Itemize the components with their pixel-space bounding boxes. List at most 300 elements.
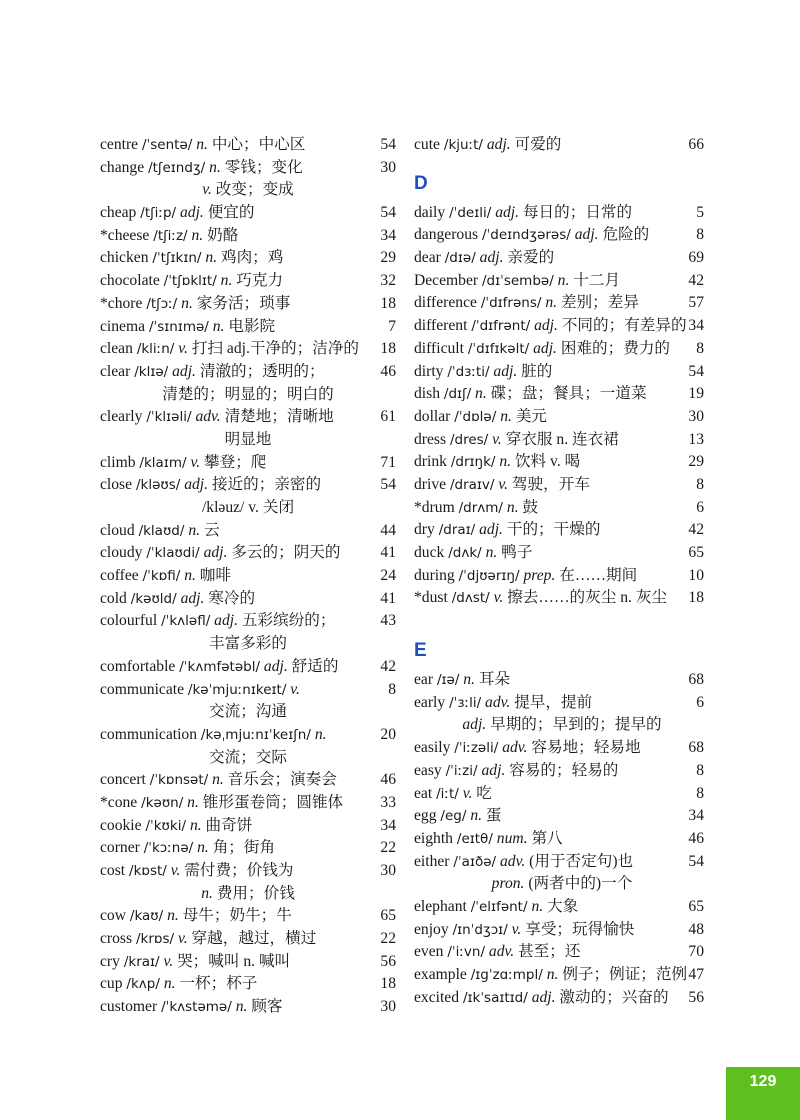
entry-phonetic: /tʃɔː/ [146, 295, 178, 312]
entry-word: difference [414, 294, 477, 312]
entry-page-number: 54 [688, 852, 704, 870]
part-of-speech: v. [492, 430, 502, 448]
entry-phonetic: /ˈdɪfɪkəlt/ [467, 340, 530, 357]
entry-word: eat [414, 784, 433, 802]
entry-word: *dust [414, 589, 448, 607]
glossary-entry [100, 679, 396, 724]
glossary-entry [414, 519, 710, 542]
entry-page-number: 54 [380, 136, 396, 153]
part-of-speech: v. [170, 862, 181, 879]
entry-line [414, 202, 710, 225]
entry-phonetic: /dres/ [449, 431, 489, 448]
glossary-entry [100, 270, 396, 293]
part-of-speech: n. [191, 226, 204, 244]
entry-definition: 舒适的 [291, 657, 339, 675]
entry-word: colourful [100, 612, 158, 630]
part-of-speech: n. [485, 544, 498, 561]
entry-definition: 美元 [515, 407, 548, 425]
entry-line [100, 542, 396, 565]
entry-word: daily [414, 203, 446, 221]
entry-page-number: 46 [688, 829, 704, 847]
entry-phonetic: /ɪə/ [436, 672, 460, 689]
entry-definition: 巧克力 [236, 272, 284, 290]
entry-page-number: 68 [688, 671, 704, 689]
entry-definition: 困难的；费力的 [560, 339, 671, 357]
entry-phonetic: /klaɪm/ [139, 454, 187, 471]
entry-word: change [100, 158, 145, 176]
entry-definition: 亲爱的 [507, 249, 555, 267]
entry-line [100, 656, 396, 679]
section-heading-d: D [414, 172, 428, 194]
part-of-speech: n. [184, 567, 196, 585]
glossary-entry [100, 225, 396, 248]
entry-line [100, 361, 396, 384]
entry-word: cost [100, 862, 126, 879]
entry-line [100, 610, 396, 633]
part-of-speech: n. [235, 998, 248, 1016]
entry-line [414, 361, 710, 384]
entry-definition: 丰富多彩的 [209, 635, 287, 653]
entry-page-number: 47 [688, 966, 704, 983]
entry-phonetic: /ˈaɪðə/ [453, 853, 497, 870]
entry-continuation-line [414, 873, 710, 896]
entry-line [100, 293, 396, 316]
entry-word: coffee [100, 567, 139, 585]
entry-page-number: 34 [688, 807, 704, 825]
part-of-speech: adj. [179, 204, 204, 222]
entry-phonetic: /kaʊ/ [129, 908, 164, 925]
entry-definition: 交流；交际 [209, 748, 287, 766]
part-of-speech: n. [197, 839, 209, 857]
entry-phonetic: /kəˌmjuːnɪˈkeɪʃn/ [200, 726, 311, 743]
part-of-speech: n. [201, 884, 213, 902]
part-of-speech: adv. [502, 739, 528, 757]
entry-word: concert [100, 771, 146, 789]
glossary-entry [100, 520, 396, 543]
entry-phonetic: /tʃiːz/ [153, 227, 188, 244]
entry-line [100, 973, 396, 996]
entry-phonetic: /ˈdjʊərɪŋ/ [458, 567, 520, 584]
entry-phonetic: /ˈiːvn/ [447, 944, 485, 961]
entry-line [414, 497, 710, 520]
glossary-entry [414, 783, 710, 806]
entry-definition: 驾驶，开车 [511, 475, 590, 493]
entry-page-number: 8 [696, 475, 704, 493]
entry-page-number: 69 [688, 249, 704, 267]
entry-definition: 擦去……的灰尘 n. 灰尘 [507, 589, 668, 607]
entry-phonetic: /klɪə/ [134, 363, 169, 380]
part-of-speech: v. [177, 930, 188, 948]
glossary-entry [100, 928, 396, 951]
entry-word: *chore [100, 294, 143, 312]
glossary-entry [414, 474, 710, 497]
entry-line [100, 769, 396, 792]
entry-continuation-line [100, 429, 396, 452]
entry-word: dirty [414, 362, 444, 380]
glossary-entry [414, 919, 710, 942]
entry-line [100, 928, 396, 951]
entry-definition: 多云的；阴天的 [231, 544, 341, 562]
entry-phonetic: /ˈkɔːnə/ [143, 840, 194, 857]
entry-phonetic: /draɪv/ [449, 476, 495, 493]
entry-definition: (两者中的)一个 [528, 875, 633, 893]
entry-page-number: 68 [688, 739, 704, 757]
entry-line [414, 737, 710, 760]
entry-definition: 一杯；杯子 [179, 975, 258, 993]
entry-phonetic: /kəʊn/ [141, 794, 184, 811]
entry-line [414, 587, 710, 610]
part-of-speech: n. [470, 807, 483, 825]
glossary-entry [100, 837, 396, 860]
part-of-speech: n. [163, 975, 176, 993]
entry-line [414, 565, 710, 588]
part-of-speech: adj. [495, 203, 520, 221]
glossary-entry [414, 542, 710, 565]
part-of-speech: n. [506, 498, 519, 516]
entry-phonetic: /ˈklɪəli/ [146, 409, 192, 426]
part-of-speech: n. [500, 407, 512, 425]
entry-page-number: 24 [380, 567, 396, 585]
entry-definition: 干的；干燥的 [506, 521, 601, 539]
entry-page-number: 65 [688, 544, 704, 561]
entry-definition: 鼓 [522, 498, 539, 516]
entry-line [100, 860, 396, 883]
entry-phonetic: /ˈsɪnɪmə/ [148, 318, 209, 335]
entry-phonetic: /kɒst/ [129, 863, 167, 879]
entry-page-number: 18 [380, 340, 396, 358]
entry-word: dish [414, 385, 440, 403]
part-of-speech: adj. [203, 544, 228, 562]
glossary-entry [100, 973, 396, 996]
entry-page-number: 66 [688, 136, 704, 153]
part-of-speech: v. [163, 952, 174, 970]
glossary-entry [414, 941, 710, 964]
entry-line [414, 406, 710, 429]
entry-line [100, 565, 396, 588]
entry-word: easily [414, 739, 451, 757]
entry-page-number: 42 [688, 521, 704, 539]
entry-line [100, 270, 396, 293]
entry-definition: 碟；盘；餐具；一道菜 [490, 385, 647, 403]
entry-definition: 激动的；兴奋的 [559, 988, 669, 1006]
entry-continuation-line [100, 179, 396, 202]
entry-line [100, 338, 396, 361]
entry-line [414, 247, 710, 270]
entry-word: dry [414, 521, 435, 539]
entry-phonetic: /ˈdeɪndʒərəs/ [482, 227, 571, 244]
entry-page-number: 54 [380, 476, 396, 494]
entry-phonetic: /ˈelɪfənt/ [470, 898, 528, 915]
entry-word: duck [414, 544, 445, 561]
entry-line [100, 134, 396, 157]
entry-page-number: 29 [380, 249, 396, 267]
section-heading-e: E [414, 640, 427, 662]
entry-word: drive [414, 475, 447, 493]
glossary-entry [100, 247, 396, 270]
entry-page-number: 6 [696, 498, 704, 516]
entry-line [100, 157, 396, 180]
part-of-speech: adj. [263, 657, 288, 675]
entry-phonetic: /ˈkɒfi/ [142, 568, 181, 585]
entry-definition: 攀登；爬 [204, 453, 267, 471]
part-of-speech: n. [187, 793, 199, 811]
entry-page-number: 5 [696, 203, 704, 221]
entry-page-number: 30 [380, 158, 396, 176]
entry-phonetic: /ɪnˈdʒɔɪ/ [452, 921, 508, 938]
glossary-entry [414, 361, 710, 384]
entry-page-number: 30 [380, 998, 396, 1016]
entry-page-number: 32 [380, 272, 396, 290]
entry-word: cute [414, 136, 440, 153]
entry-page-number: 22 [380, 839, 396, 857]
entry-word: communication [100, 725, 198, 743]
entry-phonetic: /iːt/ [436, 785, 459, 802]
entry-definition: 饮料 v. 喝 [514, 453, 581, 471]
entry-page-number: 8 [696, 339, 704, 357]
entry-word: *drum [414, 498, 455, 516]
entry-line [414, 519, 710, 542]
part-of-speech: n. [205, 249, 218, 267]
entry-page-number: 18 [380, 294, 396, 312]
entry-word: December [414, 271, 479, 289]
entry-definition: 差别；差异 [560, 294, 639, 312]
entry-definition: 中心；中心区 [211, 136, 306, 153]
entry-phonetic: /kəˈmjuːnɪkeɪt/ [187, 681, 287, 698]
entry-word: chocolate [100, 272, 160, 290]
entry-definition: 穿越，越过，横过 [191, 930, 317, 948]
glossary-entry [100, 769, 396, 792]
entry-page-number: 42 [380, 657, 396, 675]
entry-definition: 十二月 [573, 271, 621, 289]
part-of-speech: v. [190, 453, 201, 471]
entry-word: dangerous [414, 226, 479, 244]
entry-definition: 需付费；价钱为 [184, 862, 294, 879]
entry-definition: 在……期间 [559, 566, 638, 584]
entry-line [414, 964, 710, 987]
glossary-entry [100, 293, 396, 316]
entry-word: *cheese [100, 226, 150, 244]
entry-line [100, 951, 396, 974]
entry-word: clean [100, 340, 133, 358]
glossary-entry [100, 610, 396, 655]
entry-word: either [414, 852, 450, 870]
entry-phonetic: /kliːn/ [136, 341, 175, 358]
entry-page-number: 61 [380, 408, 396, 426]
entry-word: drink [414, 453, 447, 471]
entry-line [100, 225, 396, 248]
glossary-column-left [100, 134, 396, 1019]
entry-line [414, 692, 710, 715]
entry-line [414, 451, 710, 474]
glossary-entry [100, 724, 396, 769]
part-of-speech: n. [189, 816, 202, 834]
entry-phonetic: /dɪə/ [444, 250, 476, 267]
entry-word: close [100, 476, 133, 494]
entry-word: cup [100, 975, 123, 993]
part-of-speech: adj. [180, 589, 205, 607]
entry-word: easy [414, 761, 442, 779]
glossary-entry [414, 247, 710, 270]
entry-continuation-line [100, 747, 396, 770]
entry-page-number: 20 [380, 725, 396, 743]
entry-word: cloudy [100, 544, 143, 562]
entry-phonetic: /drɪŋk/ [450, 454, 496, 471]
entry-definition: /kləuz/ v. 关闭 [201, 499, 295, 516]
part-of-speech: n. [314, 725, 327, 743]
entry-word: climb [100, 453, 136, 471]
entry-page-number: 56 [688, 988, 704, 1006]
entry-phonetic: /kləʊs/ [135, 477, 181, 494]
entry-definition: 不同的；有差异的 [561, 317, 687, 335]
entry-line [100, 905, 396, 928]
glossary-entry [414, 760, 710, 783]
entry-page-number: 44 [380, 521, 396, 539]
part-of-speech: adj. [462, 716, 487, 734]
entry-phonetic: /ɪgˈzɑːmpl/ [470, 967, 543, 983]
part-of-speech: adj. [486, 136, 511, 153]
entry-word: early [414, 693, 446, 711]
entry-word: difficult [414, 339, 464, 357]
entry-definition: 五彩缤纷的； [241, 612, 336, 630]
glossary-entry [414, 406, 710, 429]
glossary-entry [100, 406, 396, 451]
entry-phonetic: /klaʊd/ [138, 522, 185, 539]
entry-definition: 锥形蛋卷筒；圆锥体 [202, 793, 344, 811]
entry-line [414, 669, 710, 692]
entry-line [100, 792, 396, 815]
glossary-entry [414, 587, 710, 610]
entry-definition: 电影院 [228, 317, 276, 335]
part-of-speech: pron. [491, 875, 525, 893]
entry-definition: 曲奇饼 [205, 816, 253, 834]
entry-phonetic: /ˈdɪfrənt/ [471, 318, 531, 335]
entry-continuation-line [414, 714, 710, 737]
entry-definition: 容易的；轻易的 [509, 761, 619, 779]
entry-phonetic: /ˈɜːli/ [449, 694, 482, 711]
entry-line [100, 815, 396, 838]
entry-definition: 大象 [547, 897, 579, 915]
entry-page-number: 30 [688, 407, 704, 425]
entry-word: during [414, 566, 455, 584]
entry-phonetic: /dʌk/ [448, 545, 482, 561]
part-of-speech: v. [511, 920, 522, 938]
entry-page-number: 41 [380, 544, 396, 562]
entry-page-number: 71 [380, 453, 396, 471]
entry-word: corner [100, 839, 140, 857]
entry-word: cloud [100, 521, 135, 539]
entry-phonetic: /ˈkʌləfl/ [161, 613, 211, 630]
glossary-entry [100, 338, 396, 361]
entry-word: cow [100, 907, 126, 925]
glossary-entry [414, 429, 710, 452]
glossary-entry [414, 669, 710, 692]
glossary-entry [100, 860, 396, 905]
entry-word: cookie [100, 816, 142, 834]
part-of-speech: n. [463, 671, 475, 689]
glossary-entry [100, 792, 396, 815]
entry-line [414, 292, 710, 315]
part-of-speech: n. [209, 158, 221, 176]
entry-page-number: 8 [696, 784, 704, 802]
entry-definition: 耳朵 [478, 671, 511, 689]
entry-definition: 角；街角 [212, 839, 276, 857]
glossary-entry [100, 656, 396, 679]
part-of-speech: adv. [488, 943, 515, 961]
entry-line [100, 452, 396, 475]
entry-phonetic: /eg/ [440, 808, 467, 825]
entry-definition: (用于否定句)也 [529, 852, 634, 870]
entry-definition: 零钱；变化 [224, 158, 303, 176]
part-of-speech: n. [212, 317, 225, 335]
entry-page-number: 8 [696, 226, 704, 244]
entry-line [100, 474, 396, 497]
entry-line [100, 202, 396, 225]
entry-line [414, 338, 710, 361]
part-of-speech: adj. [574, 226, 599, 244]
entry-phonetic: /kraɪ/ [123, 953, 160, 970]
entry-page-number: 56 [380, 952, 396, 970]
entry-definition: 例子；例证；范例 [562, 966, 688, 983]
entry-line [414, 941, 710, 964]
entry-page-number: 34 [380, 226, 396, 244]
entry-line [414, 919, 710, 942]
entry-page-number: 65 [380, 907, 396, 925]
entry-line [414, 851, 710, 874]
entry-line [100, 837, 396, 860]
entry-definition: 脏的 [521, 362, 553, 380]
entry-definition: 穿衣服 n. 连衣裙 [505, 430, 619, 448]
glossary-entry [414, 987, 710, 1010]
glossary-entry [100, 316, 396, 339]
entry-page-number: 6 [696, 693, 704, 711]
entry-definition: 清楚地；清晰地 [224, 408, 334, 426]
entry-line [414, 896, 710, 919]
entry-phonetic: /ˈtʃɒklɪt/ [163, 273, 217, 290]
entry-page-number: 46 [380, 771, 396, 789]
entries-c-continued [414, 134, 710, 157]
glossary-entry [414, 292, 710, 315]
entry-line [414, 134, 710, 157]
entry-page-number: 30 [380, 862, 396, 879]
entry-phonetic: /ˈiːzəli/ [454, 740, 499, 757]
entry-word: ear [414, 671, 434, 689]
entry-definition: 明显地 [224, 430, 272, 448]
entry-page-number: 42 [688, 271, 704, 289]
entry-line [100, 520, 396, 543]
glossary-entry [100, 815, 396, 838]
entry-phonetic: /ˈsentə/ [142, 137, 193, 153]
entry-line [414, 315, 710, 338]
entry-page-number: 43 [380, 612, 396, 630]
part-of-speech: n. [475, 385, 487, 403]
glossary-entry [414, 451, 710, 474]
entry-page-number: 41 [380, 589, 396, 607]
part-of-speech: v. [202, 181, 212, 199]
entry-definition: 可爱的 [514, 136, 562, 153]
entry-definition: 享受；玩得愉快 [525, 920, 635, 938]
entry-phonetic: /ˈkʌmfətəbl/ [179, 658, 260, 675]
entry-word: dollar [414, 407, 451, 425]
glossary-entry [100, 542, 396, 565]
entry-page-number: 8 [696, 761, 704, 779]
glossary-entry [414, 737, 710, 760]
entry-definition: 早期的；早到的；提早的 [490, 716, 662, 734]
glossary-entry [414, 851, 710, 896]
glossary-entry [100, 202, 396, 225]
entry-page-number: 19 [688, 385, 704, 403]
glossary-entry [414, 315, 710, 338]
entry-line [414, 474, 710, 497]
